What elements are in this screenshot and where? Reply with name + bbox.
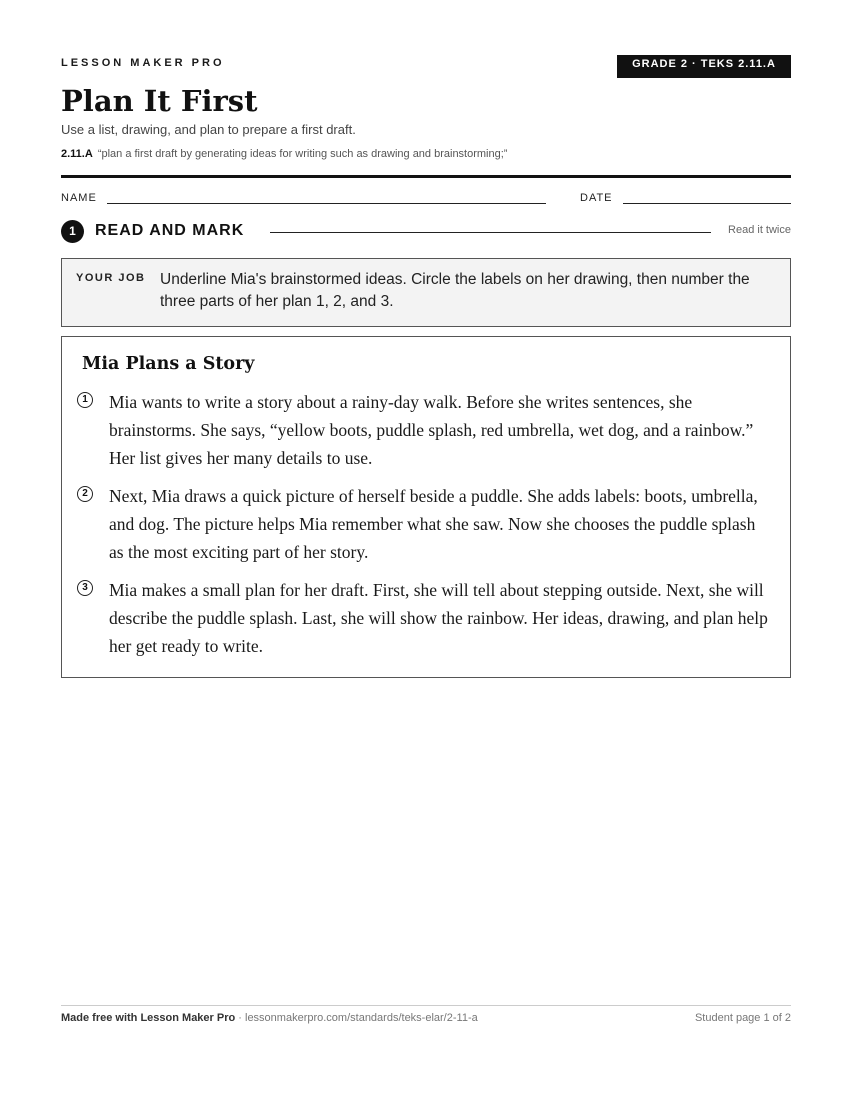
footer-credit xyxy=(61,1012,478,1024)
standard-line xyxy=(61,148,507,160)
section-number-badge: 1 xyxy=(61,220,84,243)
page-title: Plan It First xyxy=(61,84,258,118)
name-label: NAME xyxy=(61,192,97,204)
story-paragraph-3: Mia makes a small plan for her draft. First, she will tell about stepping outside. Next, she will describe the puddle splash. Last, she will show the rainbow. Her ideas, drawing, and plan help her get ready to write. xyxy=(109,580,768,656)
date-label: DATE xyxy=(580,192,613,204)
date-field[interactable] xyxy=(623,203,791,204)
worksheet-page xyxy=(61,0,791,1100)
story-paragraph-2: Next, Mia draws a quick picture of herself beside a puddle. She adds labels: boots, umbrella, and dog. The picture helps Mia remember what she saw. Now she chooses the puddle splash as the most exciting part of her story. xyxy=(109,486,758,562)
paragraph-number-2: 2 xyxy=(77,486,93,502)
story-passage-box xyxy=(61,336,791,678)
your-job-box xyxy=(61,258,791,327)
header-divider xyxy=(61,175,791,178)
standard-code: 2.11.A xyxy=(61,148,93,160)
story-paragraph-1: Mia wants to write a story about a rainy-day walk. Before she writes sentences, she brainstorms. She says, “yellow boots, puddle splash, red umbrella, wet dog, and a rainbow.” Her list gives her many details to use. xyxy=(109,392,754,468)
section-note: Read it twice xyxy=(728,224,791,236)
section-title: READ AND MARK xyxy=(95,222,245,239)
footer-made-with: Made free with Lesson Maker Pro xyxy=(61,1012,236,1024)
your-job-label: YOUR JOB xyxy=(76,272,146,284)
paragraph-number-3: 3 xyxy=(77,580,93,596)
page-subtitle: Use a list, drawing, and plan to prepare a first draft. xyxy=(61,122,356,137)
footer-divider xyxy=(61,1005,791,1006)
paragraph-number-1: 1 xyxy=(77,392,93,408)
name-field[interactable] xyxy=(107,203,546,204)
footer-url[interactable]: · lessonmakerpro.com/standards/teks-elar/2-11-a xyxy=(235,1012,478,1024)
story-title: Mia Plans a Story xyxy=(82,354,255,374)
your-job-instructions: Underline Mia's brainstormed ideas. Circle the labels on her drawing, then number the three parts of her plan 1, 2, and 3. xyxy=(160,271,750,310)
section-divider xyxy=(270,232,711,233)
standard-text: “plan a first draft by generating ideas for writing such as drawing and brainstorming;” xyxy=(97,148,508,160)
grade-badge: GRADE 2 · TEKS 2.11.A xyxy=(617,55,791,78)
brand-name: LESSON MAKER PRO xyxy=(61,57,225,69)
footer-page-number: Student page 1 of 2 xyxy=(694,1012,791,1024)
